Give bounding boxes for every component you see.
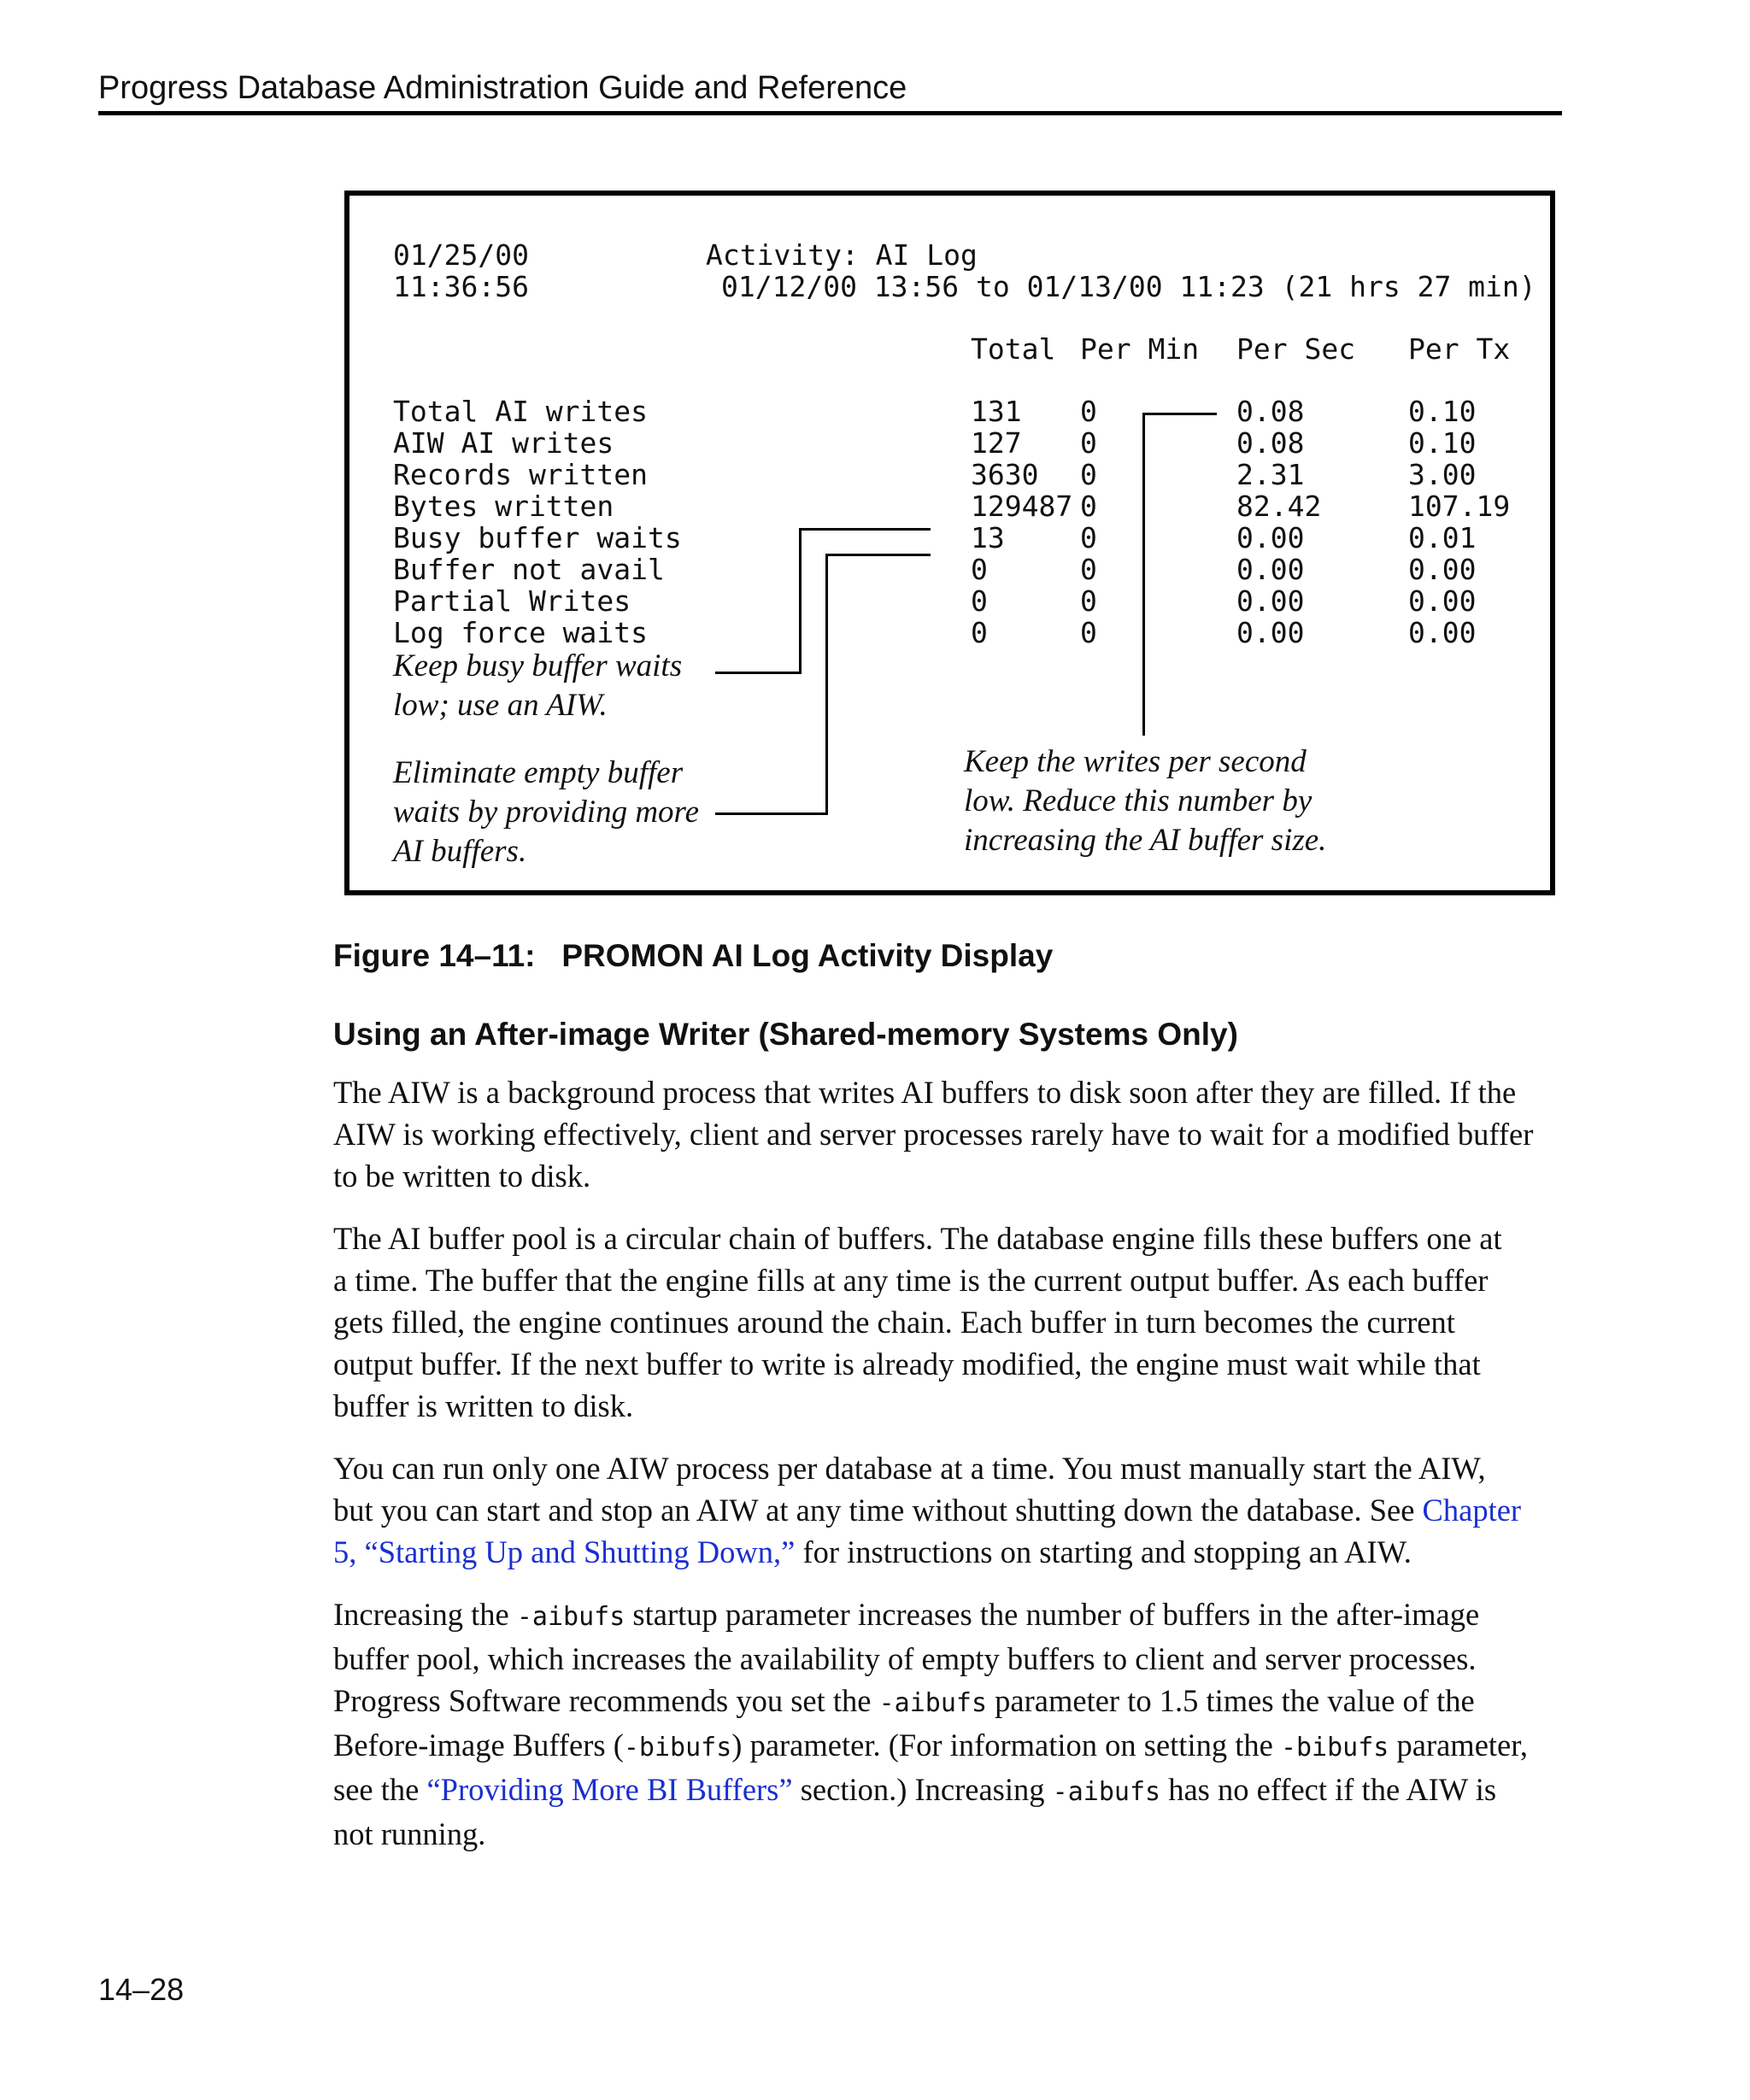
row-per-min: 0 [1080,553,1097,586]
row-total: 0 [971,584,988,618]
screen-period: 01/12/00 13:56 to 01/13/00 11:23 (21 hrs 27 min) [721,270,1536,303]
column-header-total: Total [971,332,1056,366]
section-heading: Using an After-image Writer (Shared-memory Systems Only) [333,1017,1238,1052]
row-total: 13 [971,521,1005,554]
paragraph-line: You can run only one AIW process per database at a time. You must manually start the AIW, [333,1451,1486,1486]
code-aibufs: -aibufs [1052,1777,1161,1807]
row-per-sec: 2.31 [1236,458,1305,491]
row-total: 129487 [971,490,1073,523]
header-rule [98,111,1562,115]
callout-writes-per-second-line-3: increasing the AI buffer size. [964,823,1327,858]
paragraph-aibufs [333,1593,1564,1855]
paragraph-line: to be written to disk. [333,1159,591,1194]
paragraph-text: has no effect if the AIW is [1160,1772,1497,1807]
paragraph-line [333,1724,1564,1769]
row-label: AIW AI writes [393,426,614,460]
paragraph-text: Increasing the [333,1597,517,1632]
row-per-sec: 0.00 [1236,616,1305,649]
paragraph-line [333,1489,1564,1531]
screen-activity-title: Activity: AI Log [706,238,978,272]
column-header-per-min: Per Min [1080,332,1200,366]
row-per-min: 0 [1080,458,1097,491]
paragraph-text: parameter to 1.5 times the value of the [987,1683,1475,1718]
figure-caption: Figure 14–11: PROMON AI Log Activity Display [333,938,1054,973]
row-per-tx: 0.01 [1408,521,1477,554]
row-per-min: 0 [1080,521,1097,554]
providing-more-bi-buffers-link[interactable]: “Providing More BI Buffers” [426,1772,793,1807]
row-per-min: 0 [1080,395,1097,428]
row-label: Log force waits [393,616,649,649]
row-per-sec: 0.00 [1236,553,1305,586]
row-per-min: 0 [1080,616,1097,649]
paragraph-line: gets filled, the engine continues around the chain. Each buffer in turn becomes the current [333,1305,1455,1340]
paragraph-text: but you can start and stop an AIW at any time without shutting down the database. See [333,1493,1423,1528]
paragraph-line: The AI buffer pool is a circular chain of buffers. The database engine fills these buffers one at [333,1221,1502,1256]
paragraph-line: not running. [333,1816,486,1851]
paragraph-line: a time. The buffer that the engine fills at any time is the current output buffer. As each buffer [333,1263,1489,1298]
paragraph-line: AIW is working effectively, client and server processes rarely have to wait for a modified buffer [333,1117,1534,1152]
callout-busy-buffer-line-2: low; use an AIW. [393,688,608,723]
column-header-per-tx: Per Tx [1408,332,1511,366]
paragraph-line [333,1593,1564,1638]
paragraph-aiw-intro [333,1071,1564,1197]
row-per-sec: 0.00 [1236,521,1305,554]
row-label: Total AI writes [393,395,649,428]
row-per-tx: 0.00 [1408,553,1477,586]
paragraph-line [333,1680,1564,1724]
row-label: Bytes written [393,490,614,523]
chapter-5-link[interactable]: Chapter [1422,1493,1522,1528]
paragraph-line [333,1531,1564,1573]
callout-writes-per-second-line-1: Keep the writes per second [964,744,1307,779]
callout-busy-buffer-line-1: Keep busy buffer waits [393,648,683,683]
page-header-title: Progress Database Administration Guide and Reference [98,70,907,106]
page-number: 14–28 [98,1972,185,2007]
row-per-tx: 0.00 [1408,616,1477,649]
code-aibufs: -aibufs [516,1602,625,1632]
row-label: Busy buffer waits [393,521,682,554]
callout-empty-buffer-line-3: AI buffers. [393,834,527,869]
paragraph-text: Before-image Buffers ( [333,1728,624,1763]
row-label: Records written [393,458,649,491]
paragraph-text: startup parameter increases the number of buffers in the after-image [625,1597,1480,1632]
row-per-tx: 3.00 [1408,458,1477,491]
row-per-tx: 0.00 [1408,584,1477,618]
row-per-min: 0 [1080,490,1097,523]
row-per-tx: 107.19 [1408,490,1511,523]
row-total: 127 [971,426,1022,460]
screen-time: 11:36:56 [393,270,529,303]
row-per-sec: 82.42 [1236,490,1322,523]
paragraph-buffer-pool [333,1217,1564,1427]
row-per-sec: 0.08 [1236,395,1305,428]
callout-empty-buffer-line-2: waits by providing more [393,795,699,830]
callout-empty-buffer-line-1: Eliminate empty buffer [393,755,684,790]
row-label: Partial Writes [393,584,631,618]
paragraph-text: for instructions on starting and stopping an AIW. [795,1534,1412,1569]
row-total: 0 [971,553,988,586]
row-total: 0 [971,616,988,649]
paragraph-text: ) parameter. (For information on setting the [731,1728,1281,1763]
row-per-sec: 0.08 [1236,426,1305,460]
screen-date: 01/25/00 [393,238,529,272]
row-per-min: 0 [1080,426,1097,460]
column-header-per-sec: Per Sec [1236,332,1356,366]
row-per-tx: 0.10 [1408,395,1477,428]
row-per-sec: 0.00 [1236,584,1305,618]
paragraph-text: parameter, [1389,1728,1529,1763]
paragraph-text: section.) Increasing [792,1772,1053,1807]
row-total: 3630 [971,458,1039,491]
paragraph-text: Progress Software recommends you set the [333,1683,879,1718]
paragraph-line: buffer pool, which increases the availability of empty buffers to client and server processes. [333,1641,1477,1676]
chapter-5-link-continued[interactable]: 5, “Starting Up and Shutting Down,” [333,1534,796,1569]
row-total: 131 [971,395,1022,428]
paragraph-line: buffer is written to disk. [333,1388,634,1423]
row-label: Buffer not avail [393,553,665,586]
paragraph-line: The AIW is a background process that writes AI buffers to disk soon after they are filled. If the [333,1075,1517,1110]
row-per-tx: 0.10 [1408,426,1477,460]
paragraph-line: output buffer. If the next buffer to write is already modified, the engine must wait while that [333,1346,1481,1381]
paragraph-run-aiw [333,1447,1564,1573]
code-bibufs: -bibufs [623,1733,732,1763]
row-per-min: 0 [1080,584,1097,618]
paragraph-line [333,1769,1564,1813]
callout-writes-per-second-line-2: low. Reduce this number by [964,783,1312,818]
code-aibufs: -aibufs [878,1688,988,1718]
code-bibufs: -bibufs [1280,1733,1389,1763]
paragraph-text: see the [333,1772,427,1807]
